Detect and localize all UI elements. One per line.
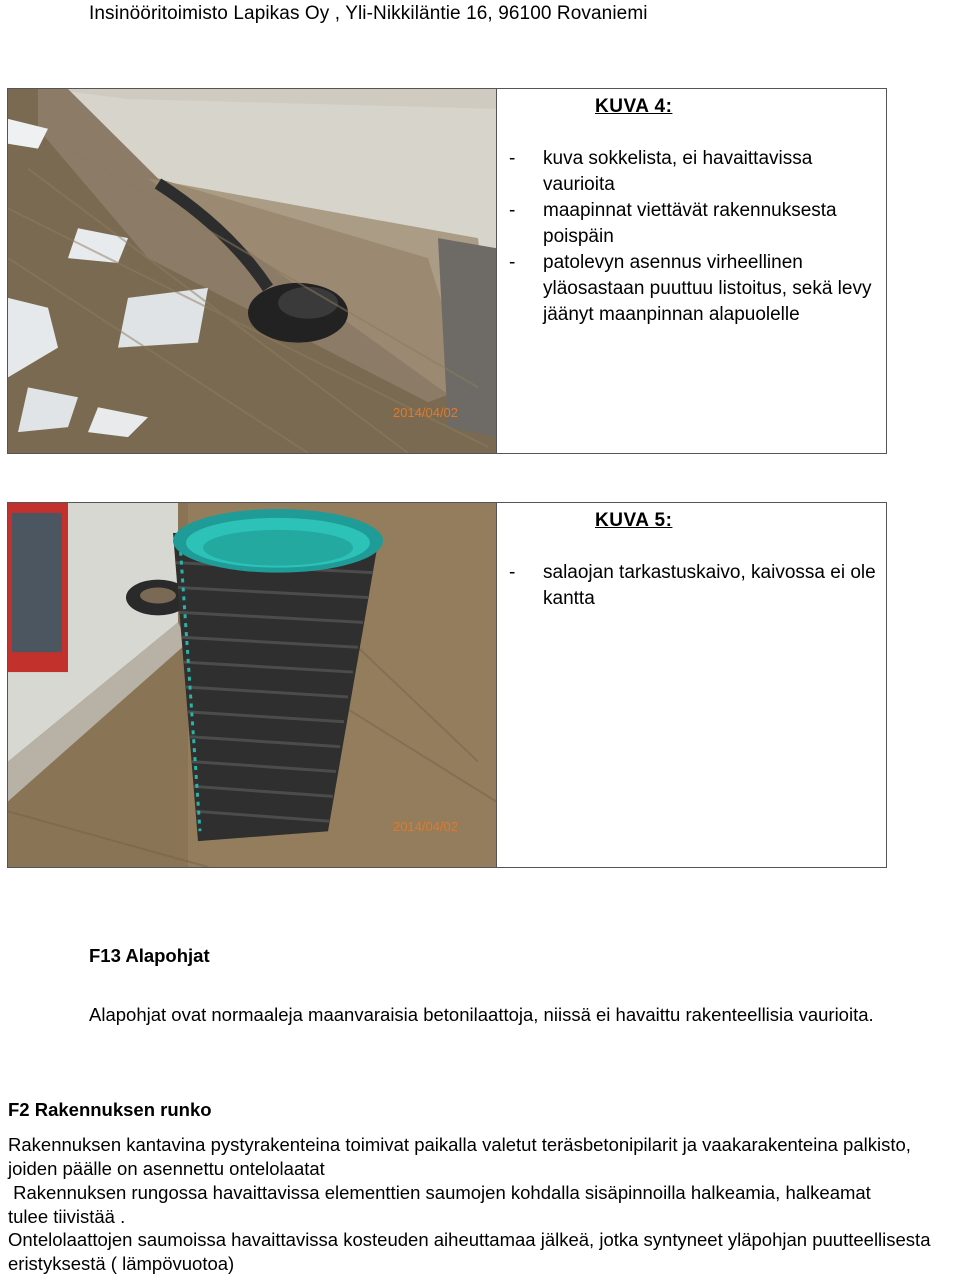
bullet-dash: - <box>509 252 516 273</box>
bullet-dash: - <box>509 562 516 583</box>
bullet-dash: - <box>509 148 516 169</box>
list-item-text: salaojan tarkastuskaivo, kaivossa ei ole kantta <box>543 562 876 609</box>
photo-date-stamp: 2014/04/02 <box>393 819 459 835</box>
section-title-f13: F13 Alapohjat <box>89 945 210 966</box>
figure-title: KUVA 4: <box>595 96 673 117</box>
figure-title: KUVA 5: <box>595 510 673 531</box>
caption-kuva-5 <box>502 503 886 867</box>
caption-list <box>509 560 880 612</box>
section-title-f2: F2 Rakennuksen runko <box>8 1099 212 1120</box>
list-item-text: maapinnat viettävät rakennuksesta poispäin <box>543 200 837 247</box>
caption-kuva-4 <box>502 89 886 453</box>
paragraph: Rakennuksen rungossa havaittavissa elementtien saumojen kohdalla sisäpinnoilla halkeamia, halkeamat tulee tiivistää . <box>8 1182 876 1227</box>
figure-kuva-4 <box>7 88 887 454</box>
paragraph: Alapohjat ovat normaaleja maanvaraisia betonilaattoja, niissä ei havaittu rakenteellisia vaurioita. <box>89 1004 874 1025</box>
paragraph: Rakennuksen kantavina pystyrakenteina toimivat paikalla valetut teräsbetonipilarit ja vaakarakenteina palkisto, joiden päälle on asennettu ontelolaatat <box>8 1134 911 1179</box>
figure-kuva-5 <box>7 502 887 868</box>
list-item <box>509 146 880 198</box>
list-item-text: patolevyn asennus virheellinen yläosastaan puuttuu listoitus, sekä levy jäänyt maanpinnan alapuolelle <box>543 252 872 325</box>
list-item <box>509 198 880 250</box>
paragraph: Ontelolaattojen saumoissa havaittavissa kosteuden aiheuttamaa jälkeä, jotka syntyneet yläpohjan puutteellisesta eristyksestä ( lämpövuotoa) <box>8 1229 931 1274</box>
caption-list <box>509 146 880 328</box>
photo-date-stamp: 2014/04/02 <box>393 405 459 421</box>
list-item-text: kuva sokkelista, ei havaittavissa vaurioita <box>543 148 813 195</box>
page-header: Insinööritoimisto Lapikas Oy , Yli-Nikkiläntie 16, 96100 Rovaniemi <box>89 3 648 24</box>
list-item <box>509 560 880 612</box>
photo-sokkeli <box>8 89 497 453</box>
list-item <box>509 250 880 328</box>
photo-salaoja-kaivo <box>8 503 497 867</box>
bullet-dash: - <box>509 200 516 221</box>
